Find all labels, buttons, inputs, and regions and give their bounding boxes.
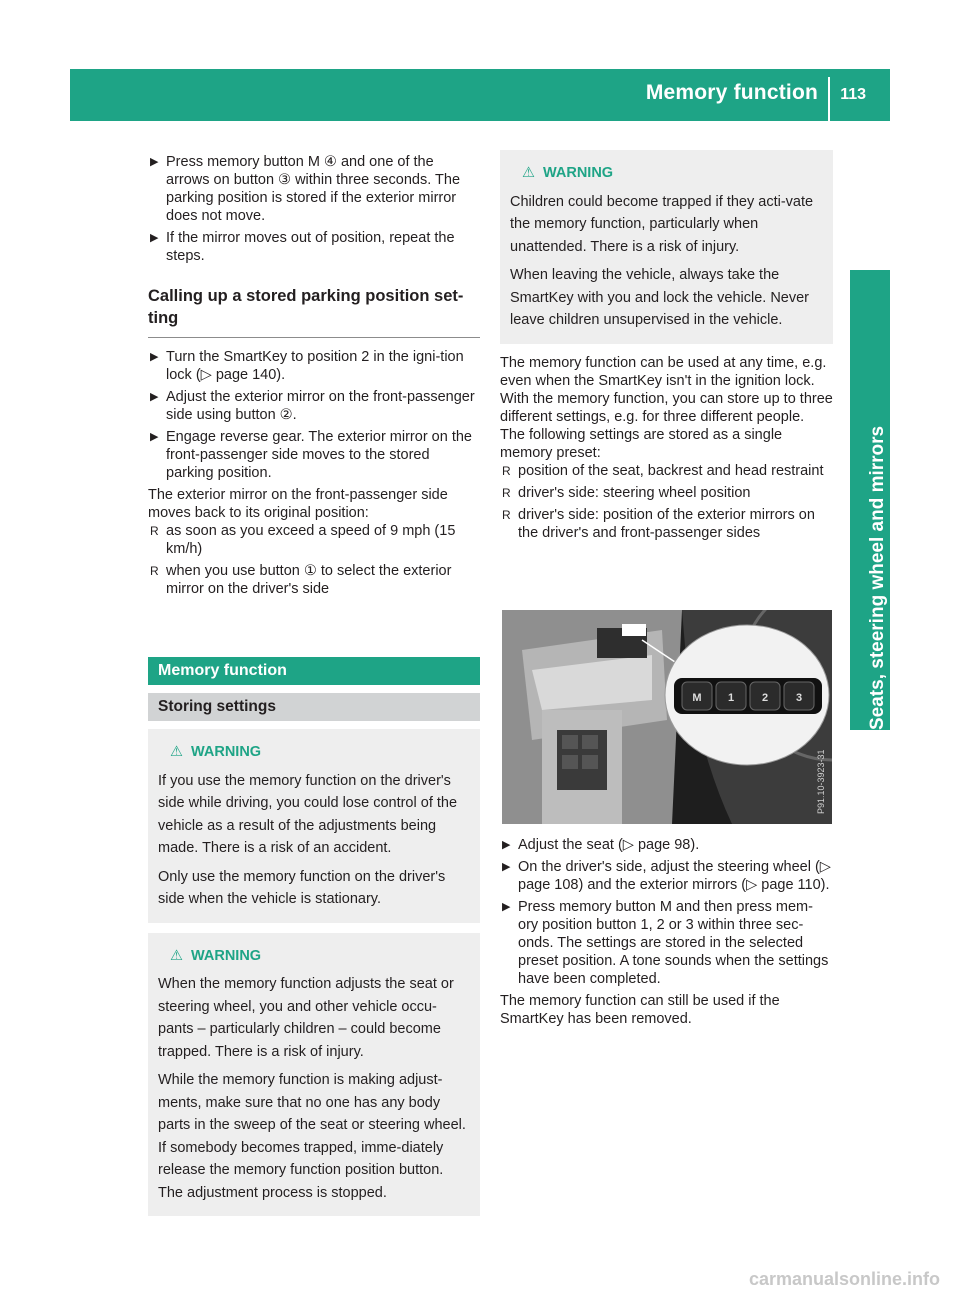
- instruction-step: [148, 388, 480, 424]
- memory-buttons-photo: [502, 610, 832, 824]
- right-column-lower: [500, 836, 833, 1028]
- instruction-step: [148, 153, 480, 225]
- paragraph: The exterior mirror on the front-passenger side moves back to its original position:: [148, 487, 448, 521]
- memory-button-3: 3: [795, 692, 803, 704]
- page-header: [70, 69, 890, 121]
- chapter-tab-label: Seats, steering wheel and mirrors: [867, 425, 888, 730]
- door-panel-illustration: [502, 610, 832, 824]
- list-item-text: position of the seat, backrest and head restraint: [518, 462, 824, 479]
- step-arrow-icon: ▶: [150, 156, 159, 168]
- warning-box: [148, 729, 480, 923]
- subsection-title: Storing settings: [148, 693, 480, 721]
- warning-text: When leaving the vehicle, always take the SmartKey with you and lock the vehicle. Never leave children unsupervised in the vehicle.: [510, 267, 809, 328]
- list-item: [500, 484, 833, 502]
- warning-text: When the memory function adjusts the seat or steering wheel, you and other vehicle occu-pants – particularly children – could become trapped. There is a risk of injury.: [158, 976, 454, 1060]
- photo-reference-code: [816, 734, 828, 814]
- memory-button-m: M: [692, 692, 702, 704]
- watermark: carmanualsonline.info: [748, 1269, 940, 1289]
- warning-text: If you use the memory function on the driver's side while driving, you could lose control of the vehicle as a result of the adjustments being made. There is a risk of an accident.: [158, 772, 458, 856]
- warning-box: [500, 150, 833, 344]
- photo-reference-code-text: P91.10-3923-31: [816, 749, 826, 814]
- list-item-text: driver's side: position of the exterior mirrors on the driver's and front-passenger sides: [518, 506, 815, 541]
- bullet-icon: R: [150, 524, 159, 538]
- warning-text: Only use the memory function on the driver's side when the vehicle is stationary.: [158, 868, 446, 907]
- step-text: Adjust the exterior mirror on the front-passenger side using button ②.: [166, 389, 475, 423]
- warning-icon: ⚠: [522, 165, 535, 181]
- paragraph: The memory function can still be used if the SmartKey has been removed.: [500, 993, 780, 1027]
- step-text: If the mirror moves out of position, repeat the steps.: [166, 230, 455, 264]
- warning-text: Children could become trapped if they acti-vate the memory function, particularly when unattended. There is a risk of injury.: [510, 193, 814, 255]
- warning-text: While the memory function is making adjust-ments, make sure that no one has any body parts in the sweep of the seat or steering wheel. If somebody becomes trapped, imme-diately release the memory function position button. The adjustment process is stopped.: [158, 1072, 466, 1201]
- instruction-step: [148, 229, 480, 265]
- step-arrow-icon: ▶: [150, 431, 159, 443]
- warning-title-text: WARNING: [191, 744, 262, 760]
- step-arrow-icon: ▶: [502, 861, 511, 873]
- chapter-tab: [850, 270, 890, 730]
- instruction-step: [148, 428, 480, 482]
- list-item: [500, 506, 833, 542]
- step-text: Adjust the seat (▷ page 98).: [518, 837, 700, 853]
- warning-title-text: WARNING: [191, 947, 262, 964]
- bullet-icon: R: [502, 507, 511, 522]
- step-arrow-icon: ▶: [502, 839, 511, 851]
- step-text: Turn the SmartKey to position 2 in the igni-tion lock (▷ page 140).: [166, 349, 464, 383]
- warning-title: [158, 945, 470, 968]
- left-column: [148, 153, 480, 602]
- warning-icon: ⚠: [170, 744, 183, 760]
- left-column-lower: [148, 657, 480, 1216]
- list-item: [500, 462, 833, 480]
- paragraph: With the memory function, you can store up to three different settings, e.g. for three different people.: [500, 390, 833, 425]
- memory-button-2: 2: [761, 692, 769, 704]
- step-text: Press memory button M ④ and one of the arrows on button ③ within three seconds. The parking position is stored if the exterior mirror does not move.: [166, 154, 461, 224]
- step-arrow-icon: ▶: [150, 391, 159, 403]
- page-number: 113: [840, 86, 866, 103]
- photo-frame: [502, 610, 832, 824]
- memory-button-1: 1: [727, 692, 735, 704]
- subheading: Calling up a stored parking position set-ting: [148, 285, 480, 338]
- header-title: Memory function: [645, 81, 818, 104]
- warning-title: [510, 162, 823, 185]
- paragraph: The memory function can be used at any time, e.g. even when the SmartKey isn't in the ignition lock.: [500, 354, 827, 389]
- paragraph: The following settings are stored as a single memory preset:: [500, 426, 783, 461]
- warning-icon: ⚠: [170, 947, 183, 964]
- warning-box: [148, 933, 480, 1217]
- step-arrow-icon: ▶: [502, 901, 511, 913]
- bullet-icon: R: [150, 564, 159, 578]
- header-separator: [828, 77, 830, 121]
- list-item-text: driver's side: steering wheel position: [518, 484, 751, 501]
- list-item: [148, 562, 480, 598]
- list-item-text: as soon as you exceed a speed of 9 mph (15 km/h): [166, 523, 456, 557]
- instruction-step: [500, 858, 833, 894]
- list-item-text: when you use button ① to select the exterior mirror on the driver's side: [166, 563, 452, 597]
- step-text: Engage reverse gear. The exterior mirror on the front-passenger side moves to the stored parking position.: [166, 429, 473, 481]
- step-text: On the driver's side, adjust the steering wheel (▷ page 108) and the exterior mirrors (▷ page 110).: [518, 859, 831, 893]
- bullet-icon: R: [502, 485, 511, 500]
- section-title: Memory function: [148, 657, 480, 685]
- bullet-icon: R: [502, 463, 511, 478]
- right-column: [500, 150, 833, 546]
- step-text: Press memory button M and then press mem-ory position button 1, 2 or 3 within three sec-onds. The settings are stored in the selected preset position. A tone sounds when the settings have been completed.: [518, 899, 829, 987]
- instruction-step: [148, 348, 480, 384]
- step-arrow-icon: ▶: [150, 232, 159, 244]
- warning-title-text: WARNING: [543, 165, 614, 181]
- warning-title: [158, 741, 470, 764]
- instruction-step: [500, 898, 833, 988]
- list-item: [148, 522, 480, 558]
- instruction-step: [500, 836, 833, 854]
- step-arrow-icon: ▶: [150, 351, 159, 363]
